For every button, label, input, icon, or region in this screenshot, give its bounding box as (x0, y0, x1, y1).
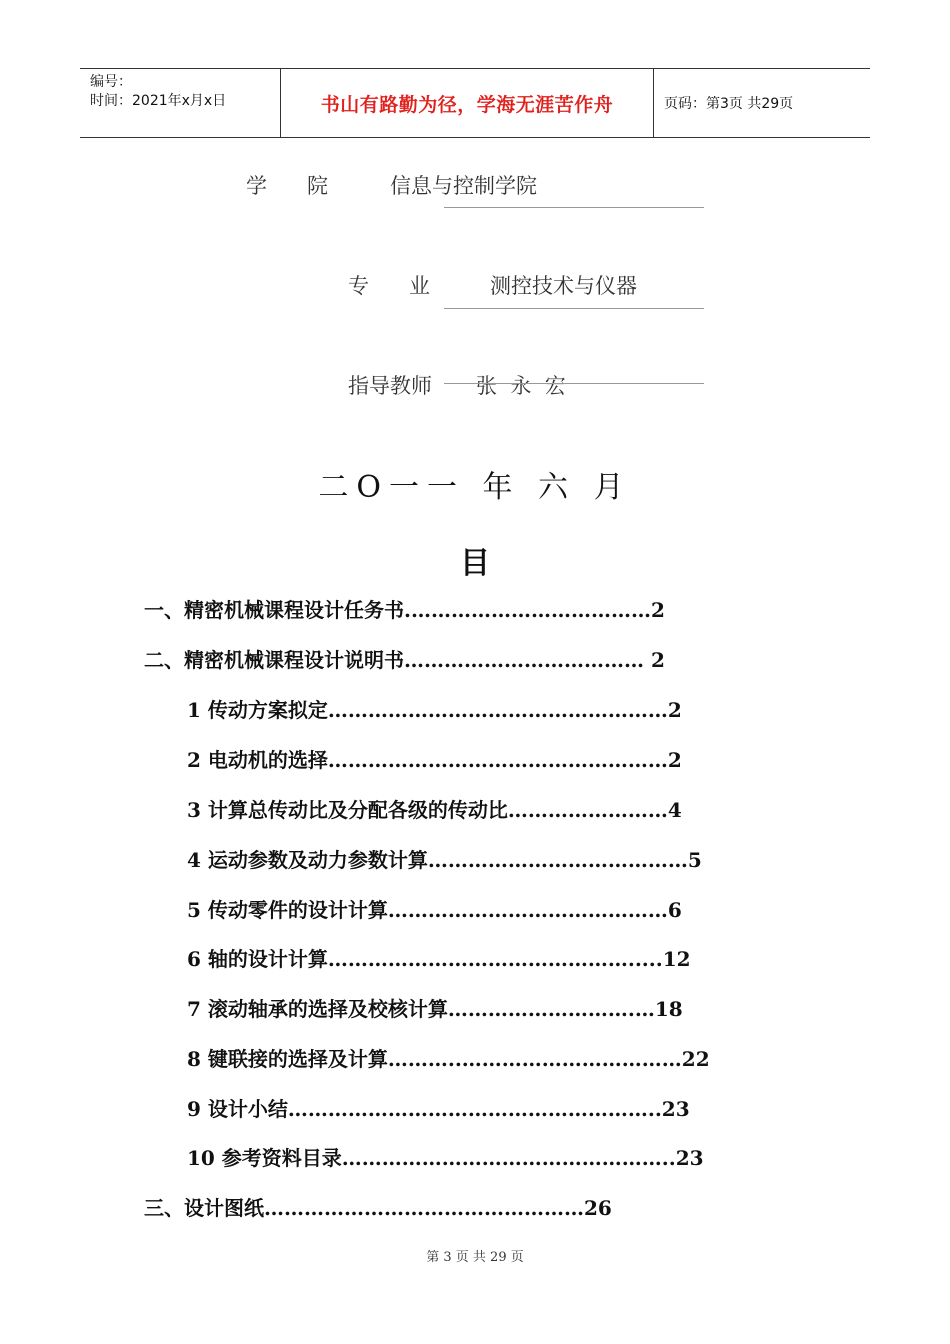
advisor-underline (444, 383, 704, 384)
toc-item: 6 轴的设计计算……………………………………….....12 (187, 947, 691, 971)
toc-item: 二、精密机械课程设计说明书……………………………… 2 (144, 648, 665, 672)
document-date: 二O一一 年 六 月 (318, 470, 632, 505)
header-page-cell (654, 69, 870, 137)
college-value: 信息与控制学院 (390, 174, 537, 198)
header-meta-cell (80, 69, 281, 137)
toc-item: 1 传动方案拟定……………………………………………2 (187, 698, 682, 722)
document-number-label: 编号： (90, 74, 132, 90)
advisor-label: 指导教师 (348, 374, 432, 398)
college-label: 学 院 (246, 174, 329, 198)
toc-item: 9 设计小结………………………………………………..23 (187, 1097, 690, 1121)
college-underline (444, 207, 704, 208)
toc-item: 7 滚动轴承的选择及校核计算……………………….…18 (187, 997, 683, 1021)
page-header (80, 68, 870, 138)
document-time-label: 时间：2021年x月x日 (90, 93, 227, 109)
page-info-text: 页码：第3页 共29页 (664, 96, 794, 112)
major-underline (444, 308, 704, 309)
major-label: 专 业 (348, 274, 431, 298)
toc-item: 一、精密机械课程设计任务书.………………………………2 (144, 598, 665, 622)
toc-item: 3 计算总传动比及分配各级的传动比……………………4 (187, 798, 682, 822)
toc-item: 4 运动参数及动力参数计算…………………………………5 (187, 848, 702, 872)
motto-text: 书山有路勤为径，学海无涯苦作舟 (320, 93, 614, 116)
toc-item: 10 参考资料目录…………………………………………..23 (187, 1146, 704, 1170)
header-motto-cell (281, 69, 654, 137)
toc-item: 5 传动零件的设计计算……………………………………6 (187, 898, 682, 922)
page-footer: 第 3 页 共 29 页 (426, 1250, 524, 1265)
toc-item: 三、设计图纸…………………………………………26 (144, 1196, 612, 1220)
major-value: 测控技术与仪器 (490, 274, 637, 298)
toc-item: 2 电动机的选择……………………………………………2 (187, 748, 682, 772)
toc-item: 8 键联接的选择及计算………..……………………………22 (187, 1047, 710, 1071)
toc-title: 目 (460, 546, 490, 581)
advisor-value: 张 永 宏 (476, 374, 566, 398)
